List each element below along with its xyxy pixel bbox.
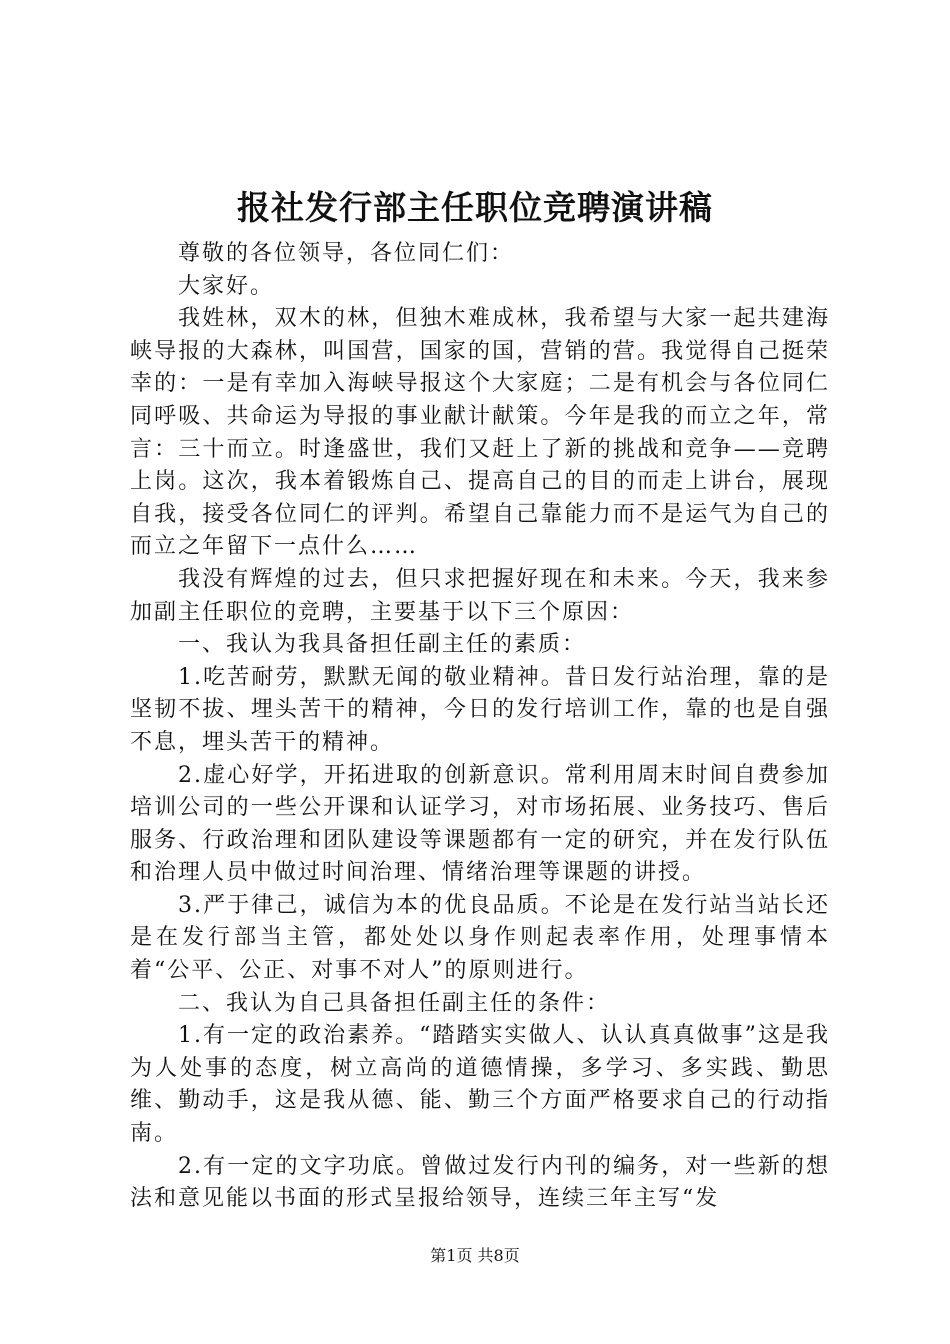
paragraph-quality-2: 2.虚心好学，开拓进取的创新意识。常利用周末时间自费参加培训公司的一些公开课和认证学习，对市场拓展、业务技巧、售后服务、行政治理和团队建设等课题都有一定的研究，并在发行队伍和治理人员中做过时间治理、情绪治理等课题的讲授。 (130, 762, 830, 886)
paragraph-condition-2: 2.有一定的文字功底。曾做过发行内刊的编务，对一些新的想法和意见能以书面的形式呈报给领导，连续三年主写“发 (130, 1153, 830, 1212)
paragraph-quality-3: 3.严于律己，诚信为本的优良品质。不论是在发行站当站长还是在发行部当主管，都处处以身作则起表率作用，处理事情本着“公平、公正、对事不对人”的原则进行。 (130, 892, 830, 984)
document-title: 报社发行部主任职位竞聘演讲稿 (237, 188, 713, 227)
paragraph-quality-1: 1.吃苦耐劳，默默无闻的敬业精神。昔日发行站治理，靠的是坚韧不拔、埋头苦干的精神，今日的发行培训工作，靠的也是自强不息，埋头苦干的精神。 (130, 664, 830, 755)
greeting: 大家好。 (178, 273, 275, 299)
paragraph-introduction: 我姓林，双木的林，但独木难成林，我希望与大家一起共建海峡导报的大森林，叫国营，国家的国，营销的营。我觉得自己挺荣幸的：一是有幸加入海峡导报这个大家庭；二是有机会与各位同仁同呼吸、共命运为导报的事业献计献策。今年是我的而立之年，常言：三十而立。时逢盛世，我们又赶上了新的挑战和竞争——竞聘上岗。这次，我本着锻炼自己、提高自己的目的而走上讲台，展现自我，接受各位同仁的评判。希望自己靠能力而不是运气为自己的而立之年留下一点什么…… (130, 306, 830, 560)
paragraph-reasons-intro: 我没有辉煌的过去，但只求把握好现在和未来。今天，我来参加副主任职位的竞聘，主要基于以下三个原因： (130, 566, 830, 625)
document-body (130, 238, 830, 1216)
section-heading-qualities: 一、我认为我具备担任副主任的素质： (178, 632, 587, 658)
section-heading-conditions: 二、我认为自己具备担任副主任的条件： (178, 990, 611, 1016)
page-number-footer: 第1页 共8页 (430, 1246, 520, 1265)
salutation: 尊敬的各位领导，各位同仁们： (178, 241, 515, 266)
paragraph-condition-1: 1.有一定的政治素养。“踏踏实实做人、认认真真做事”这是我为人处事的态度，树立高尚的道德情操，多学习、多实践、勤思维、勤动手，这是我从德、能、勤三个方面严格要求自己的行动指南。 (130, 1023, 830, 1147)
